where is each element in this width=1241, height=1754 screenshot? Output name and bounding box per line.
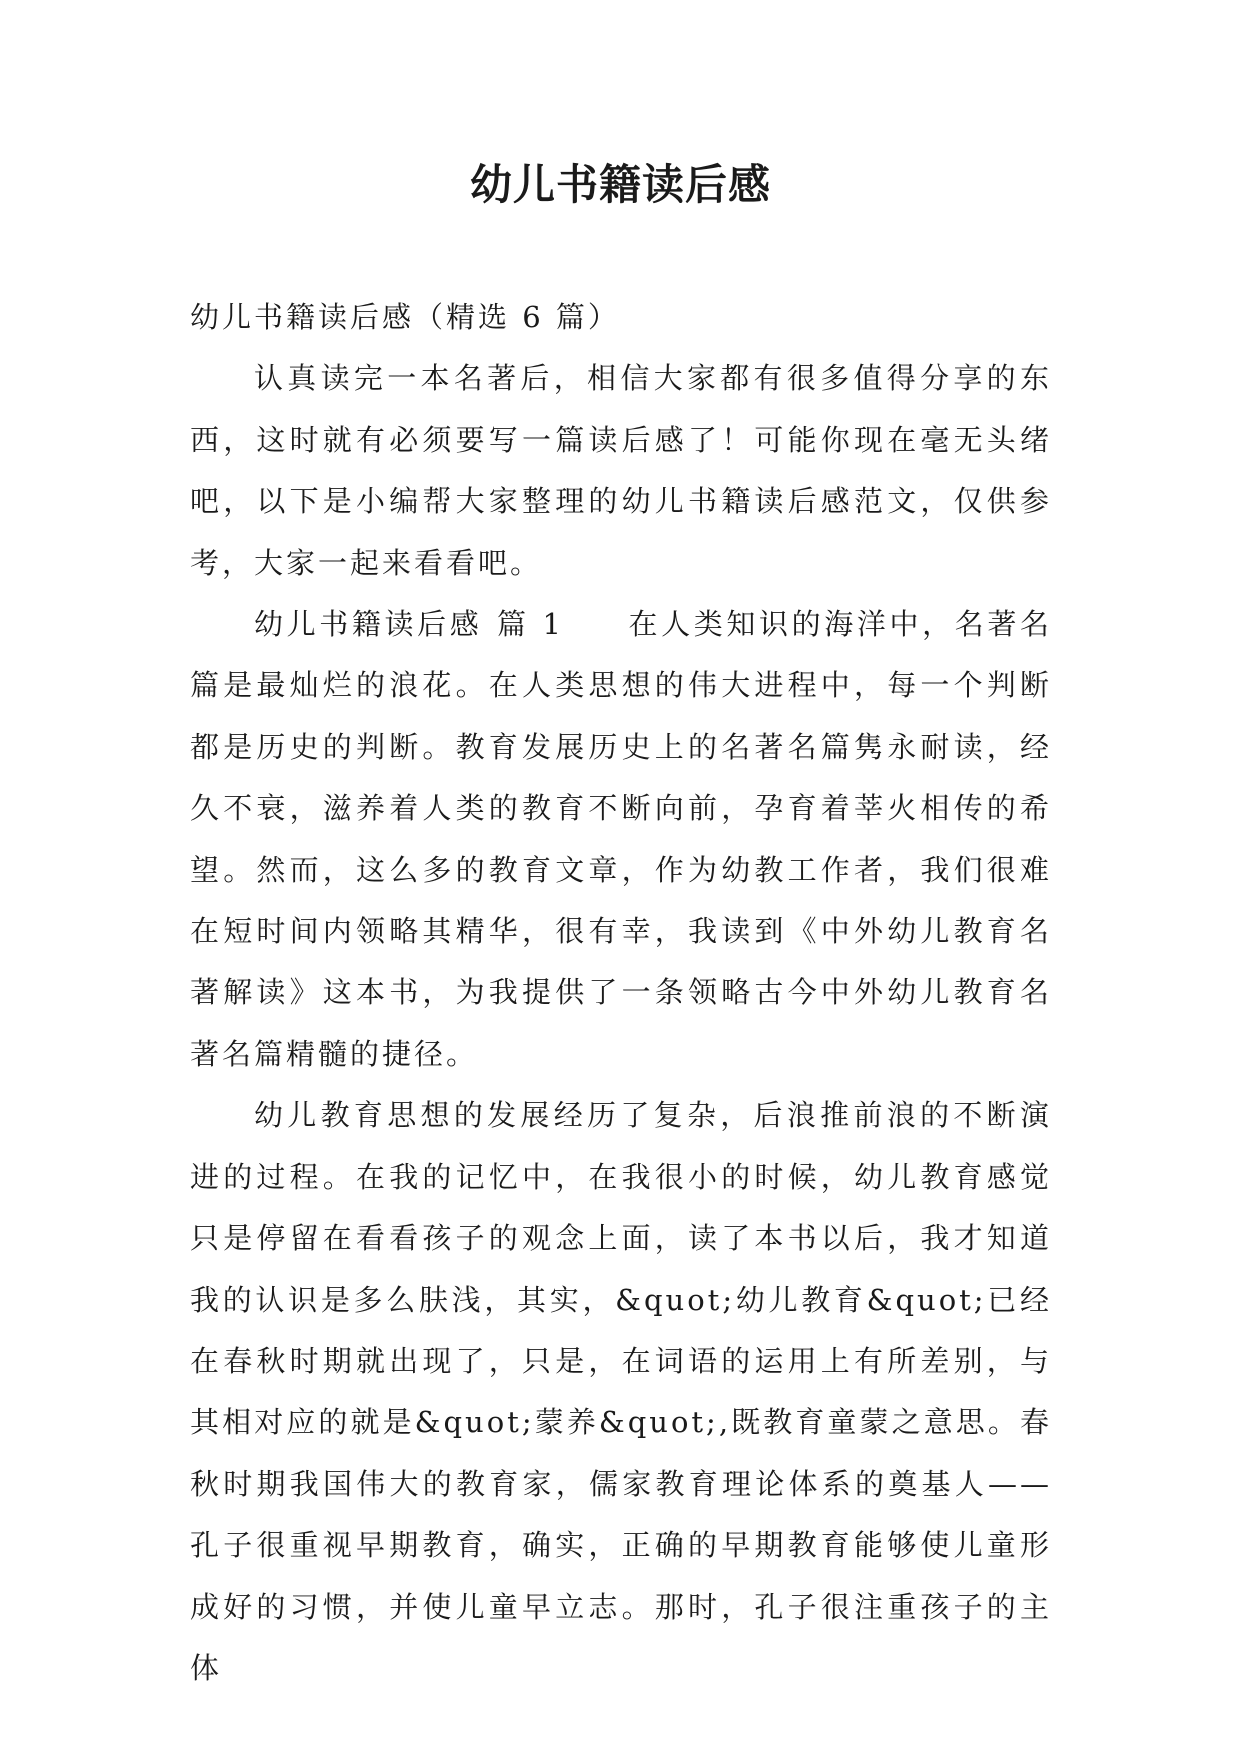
- document-body: [190, 287, 1052, 1699]
- section-1-text: 在人类知识的海洋中，名著名篇是最灿烂的浪花。在人类思想的伟大进程中，每一个判断都是历史的判断。教育发展历史上的名著名篇隽永耐读，经久不衰，滋养着人类的教育不断向前，孕育着莘火相传的希望。然而，这么多的教育文章，作为幼教工作者，我们很难在短时间内领略其精华，很有幸，我读到《中外幼儿教育名著解读》这本书，为我提供了一条领略古今中外幼儿教育名著名篇精髓的捷径。: [190, 607, 1052, 1071]
- paragraph-2: 幼儿教育思想的发展经历了复杂，后浪推前浪的不断演进的过程。在我的记忆中，在我很小的时候，幼儿教育感觉只是停留在看看孩子的观念上面，读了本书以后，我才知道我的认识是多么肤浅，其实，&quot;幼儿教育&quot;已经在春秋时期就出现了，只是，在词语的运用上有所差别，与其相对应的就是&quot;蒙养&quot;,既教育童蒙之意思。春秋时期我国伟大的教育家，儒家教育理论体系的奠基人——孔子很重视早期教育，确实，正确的早期教育能够使儿童形成好的习惯，并使儿童早立志。那时，孔子很注重孩子的主体: [190, 1098, 1052, 1685]
- section-1-number: 篇 1: [496, 607, 564, 642]
- section-1-paragraph: [190, 594, 1052, 1085]
- intro-paragraph: 认真读完一本名著后，相信大家都有很多值得分享的东西，这时就有必须要写一篇读后感了！可能你现在毫无头绪吧，以下是小编帮大家整理的幼儿书籍读后感范文，仅供参考，大家一起来看看吧。: [190, 361, 1052, 580]
- document-title: 幼儿书籍读后感: [469, 160, 771, 209]
- document-subtitle: 幼儿书籍读后感（精选 6 篇）: [190, 300, 620, 334]
- section-1-heading: 幼儿书籍读后感: [254, 607, 483, 642]
